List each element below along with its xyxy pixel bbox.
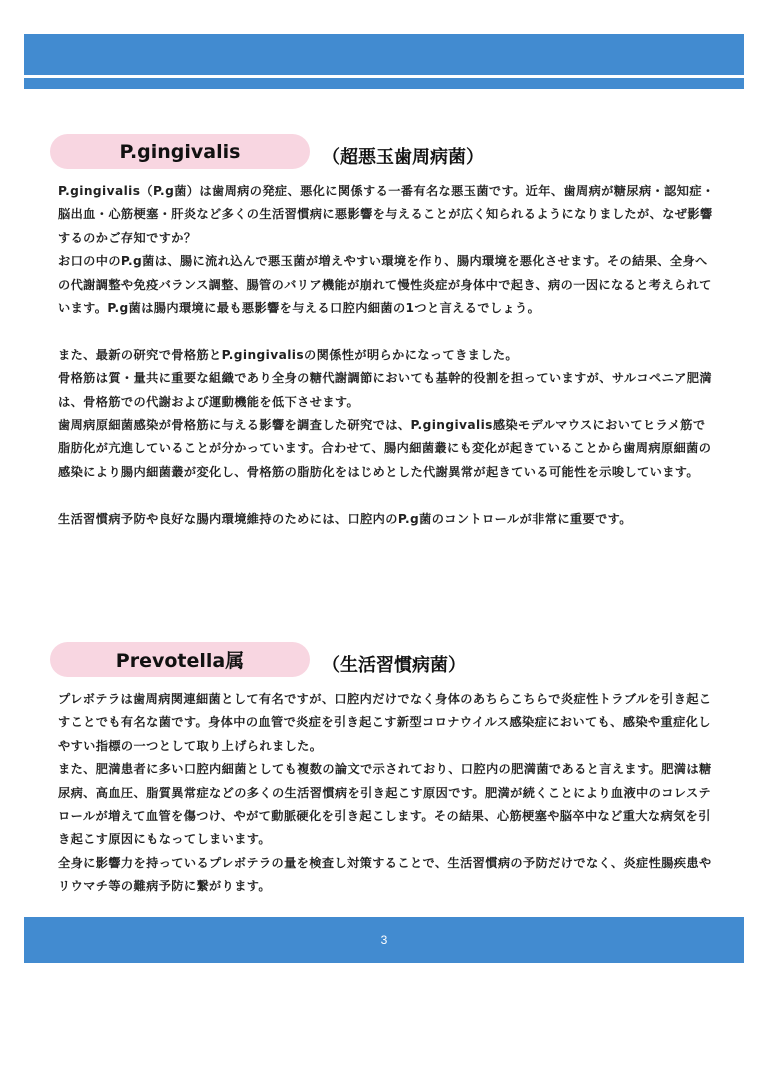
- paragraph: 骨格筋は質・量共に重要な組織であり全身の糖代謝調節においても基幹的役割を担っていますが、サルコペニア肥満は、骨格筋での代謝および運動機能を低下させます。: [58, 371, 712, 409]
- section-body-pgingivalis: [58, 180, 718, 531]
- paragraph: また、最新の研究で骨格筋とP.gingivalisの関係性が明らかになってきました。: [58, 347, 519, 362]
- paragraph: 歯周病原細菌感染が骨格筋に与える影響を調査した研究では、P.gingivalis感染モデルマウスにおいてヒラメ筋で脂肪化が亢進していることが分かっています。合わせて、腸内細菌叢にも変化が起きていることから歯周病原細菌の感染により腸内細菌叢が変化し、骨格筋の脂肪化をはじめとした代謝異常が起きている可能性を示唆しています。: [58, 418, 712, 479]
- section-title: P.gingivalis: [119, 140, 241, 163]
- section-title: Prevotella属: [115, 650, 245, 672]
- paragraph: 生活習慣病予防や良好な腸内環境維持のためには、口腔内のP.g菌のコントロールが非常に重要です。: [58, 511, 632, 526]
- section-subtitle: （生活習慣病菌）: [322, 655, 466, 676]
- section-body-prevotella: [58, 688, 718, 899]
- section-subtitle: （超悪玉歯周病菌）: [322, 147, 484, 168]
- section-title-pill-prevotella: [50, 642, 310, 677]
- header-band-stripe: [24, 78, 744, 89]
- paragraph: P.gingivalis（P.g菌）は歯周病の発症、悪化に関係する一番有名な悪玉菌です。近年、歯周病が糖尿病・認知症・脳出血・心筋梗塞・肝炎など多くの生活習慣病に悪影響を与えることが広く知られるようになりましたが、なぜ影響するのかご存知ですか？: [58, 184, 715, 245]
- paragraph: 全身に影響力を持っているプレボテラの量を検査し対策することで、生活習慣病の予防だけでなく、炎症性腸疾患やリウマチ等の難病予防に繋がります。: [58, 855, 712, 894]
- footer-band: [24, 917, 744, 963]
- page-number: 3: [380, 933, 388, 947]
- paragraph: お口の中のP.g菌は、腸に流れ込んで悪玉菌が増えやすい環境を作り、腸内環境を悪化させます。その結果、全身への代謝調整や免疫バランス調整、腸管のバリア機能が崩れて慢性炎症が身体中で起き、病の一因になると考えられています。P.g菌は腸内環境に最も悪影響を与える口腔内細菌の1つと言えるでしょう。: [58, 254, 712, 316]
- paragraph: プレボテラは歯周病関連細菌として有名ですが、口腔内だけでなく身体のあちらこちらで炎症性トラブルを引き起こすことでも有名な菌です。身体中の血管で炎症を引き起こす新型コロナウイルス感染症においても、感染や重症化しやすい指標の一つとして取り上げられました。: [58, 692, 712, 753]
- section-title-pill-pgingivalis: [50, 134, 310, 169]
- paragraph: また、肥満患者に多い口腔内細菌としても複数の論文で示されており、口腔内の肥満菌であると言えます。肥満は糖尿病、高血圧、脂質異常症などの多くの生活習慣病を引き起こす原因です。肥満が続くことにより血液中のコレステロールが増えて血管を傷つけ、やがて動脈硬化を引き起こします。その結果、心筋梗塞や脳卒中など重大な病気を引き起こす原因にもなってしまいます。: [58, 762, 712, 847]
- header-band: [24, 34, 744, 75]
